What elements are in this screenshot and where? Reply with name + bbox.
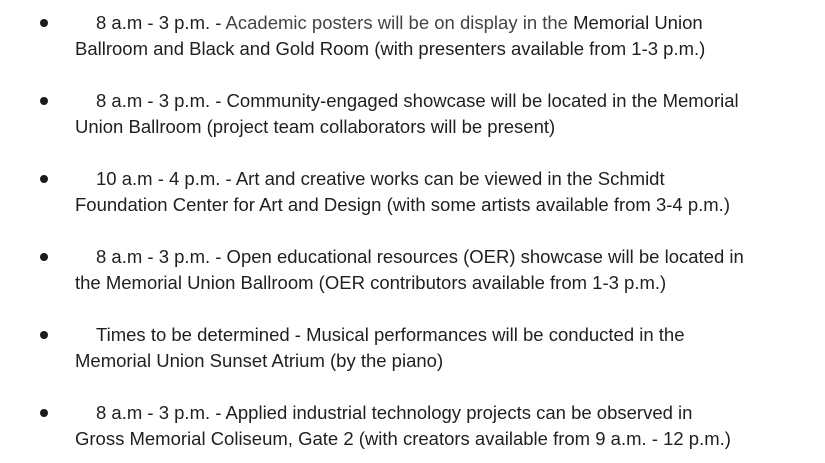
item-first-line: 8 a.m - 3 p.m. - Open educational resources (OER) showcase will be located in	[96, 246, 744, 267]
list-item	[0, 234, 825, 294]
item-first-line: 10 a.m - 4 p.m. - Art and creative works can be viewed in the Schmidt	[96, 168, 665, 189]
item-location-start: Memorial Union	[567, 12, 703, 33]
item-first-line: 8 a.m - 3 p.m. - Applied industrial technology projects can be observed in	[96, 402, 693, 423]
item-second-line: Foundation Center for Art and Design (with some artists available from 3-4 p.m.)	[75, 194, 730, 215]
list-item	[0, 312, 825, 372]
item-second-line: the Memorial Union Ballroom (OER contributors available from 1-3 p.m.)	[75, 272, 667, 293]
item-description-start: Academic posters will be on display in the	[225, 12, 568, 33]
bullet-icon	[40, 253, 48, 261]
list-item	[0, 78, 825, 138]
item-second-line: Ballroom and Black and Gold Room (with presenters available from 1-3 p.m.)	[75, 38, 706, 59]
bullet-icon	[40, 409, 48, 417]
item-time: 8 a.m - 3 p.m.	[96, 12, 211, 33]
item-first-line: Times to be determined - Musical performances will be conducted in the	[96, 324, 685, 345]
item-second-line: Gross Memorial Coliseum, Gate 2 (with creators available from 9 a.m. - 12 p.m.)	[75, 428, 731, 449]
bullet-icon	[40, 175, 48, 183]
list-item	[0, 156, 825, 216]
bullet-icon	[40, 331, 48, 339]
bullet-icon	[40, 97, 48, 105]
bullet-icon	[40, 19, 48, 27]
item-first-line	[96, 10, 703, 36]
item-second-line: Memorial Union Sunset Atrium (by the piano)	[75, 350, 444, 371]
item-first-line: 8 a.m - 3 p.m. - Community-engaged showcase will be located in the Memorial	[96, 90, 739, 111]
list-item	[0, 390, 825, 450]
list-item	[0, 0, 825, 60]
item-separator: -	[210, 12, 226, 33]
item-second-line: Union Ballroom (project team collaborators will be present)	[75, 116, 556, 137]
